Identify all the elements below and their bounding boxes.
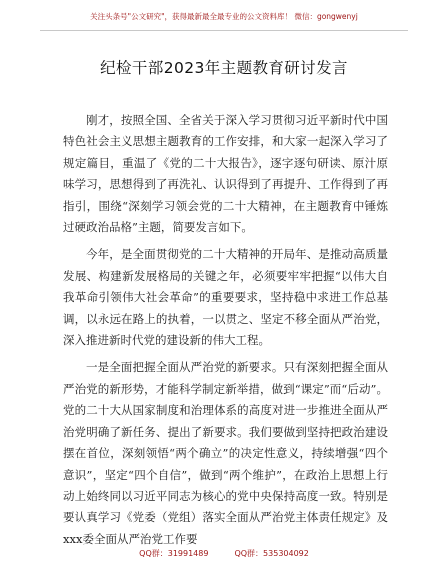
document-title: 纪检干部2023年主题教育研讨发言 [100, 59, 348, 77]
footer-qq-group-1: QQ群：31991489 [139, 549, 209, 558]
document-body [63, 110, 388, 556]
footer-qq-group-2: QQ群：535304092 [234, 549, 309, 558]
footer-note [40, 548, 408, 560]
paragraph-context: 今年，是全面贯彻党的二十大精神的开局年、是推动高质量发展、构建新发展格局的关键之年，必须要牢牢把握“以伟大自我革命引领伟大社会革命”的重要要求，坚持稳中求进工作总基调，以永远在路上的执着，一以贯之、坚定不移全面从严治党，深入推进新时代党的建设新的伟大工程。 [63, 247, 388, 348]
paragraph-point-one: 一是全面把握全面从严治党的新要求。只有深刻把握全面从严治党的新形势，才能科学制定新举措，做到“课定”而“后动”。党的二十大从国家制度和治理体系的高度对进一步推进全面从严治党明确了新任务、提出了新要求。我们要做到坚持把政治建设摆在首位，深刻领悟“两个确立”的决定性意义，持续增强“四个意识”，坚定“四个自信”，做到“两个维护”，在政治上思想上行动上始终同以习近平同志为核心的党中央保持高度一致。特别是要认真学习《党委（党组）落实全面从严治党主体责任规定》及xxx委全面从严治党工作要 [63, 360, 388, 546]
header-note: 关注头条号"公文研究"，获得最新最全最专业的公文资料库！ 微信：gongwenyj [90, 12, 358, 21]
paragraph-intro: 刚才，按照全国、全省关于深入学习贯彻习近平新时代中国特色社会主义思想主题教育的工作安排，和大家一起深入学习了规定篇目，重温了《党的二十大报告》，逐字逐句研读、原汁原味学习，思想得到了再洗礼、认识得到了再提升、工作得到了再指引，围绕“深刻学习领会党的二十大精神，在主题教育中锤炼过硬政治品格”主题，简要发言如下。 [63, 113, 388, 235]
header-divider [40, 30, 408, 31]
